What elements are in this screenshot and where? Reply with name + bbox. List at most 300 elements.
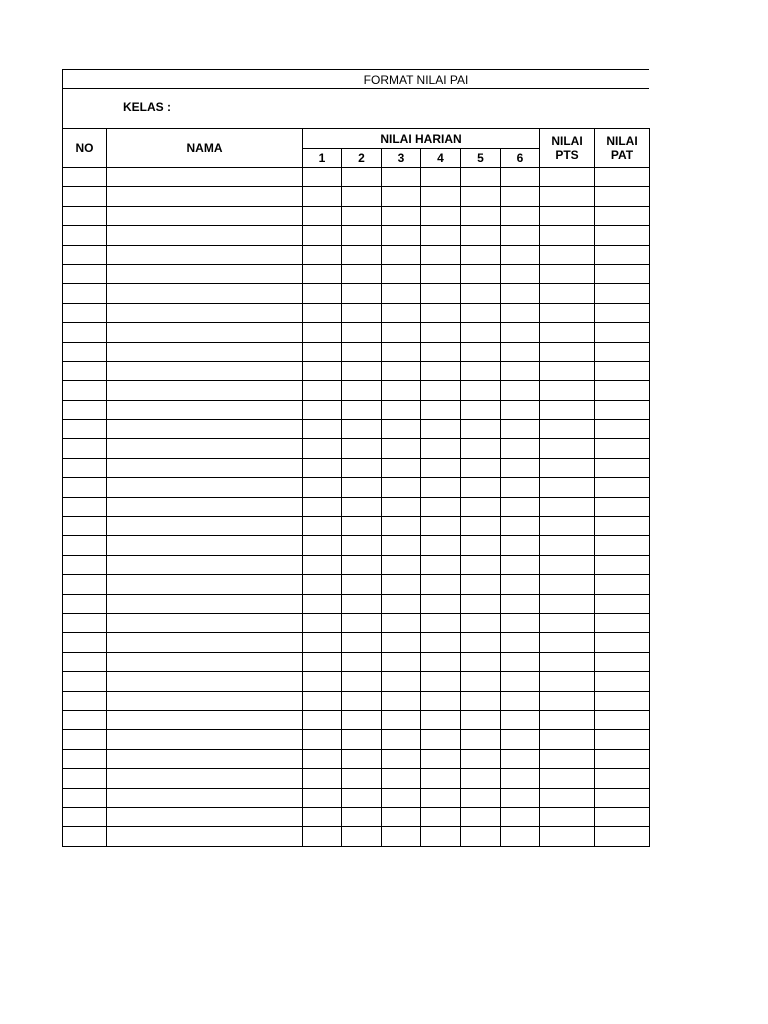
- nama-cell[interactable]: [107, 361, 303, 380]
- harian-3-cell[interactable]: [382, 245, 421, 264]
- nama-cell[interactable]: [107, 788, 303, 807]
- harian-6-cell[interactable]: [501, 517, 540, 536]
- harian-4-cell[interactable]: [421, 206, 461, 225]
- harian-6-cell[interactable]: [501, 420, 540, 439]
- no-cell[interactable]: [63, 536, 107, 555]
- harian-3-cell[interactable]: [382, 187, 421, 206]
- no-cell[interactable]: [63, 827, 107, 846]
- no-cell[interactable]: [63, 439, 107, 458]
- pts-cell[interactable]: [540, 187, 595, 206]
- harian-6-cell[interactable]: [501, 536, 540, 555]
- harian-1-cell[interactable]: [303, 342, 342, 361]
- harian-2-cell[interactable]: [342, 226, 382, 245]
- no-cell[interactable]: [63, 517, 107, 536]
- nama-cell[interactable]: [107, 478, 303, 497]
- nama-cell[interactable]: [107, 420, 303, 439]
- pat-cell[interactable]: [595, 187, 650, 206]
- harian-5-cell[interactable]: [461, 420, 501, 439]
- harian-5-cell[interactable]: [461, 497, 501, 516]
- harian-3-cell[interactable]: [382, 788, 421, 807]
- pts-cell[interactable]: [540, 342, 595, 361]
- harian-5-cell[interactable]: [461, 517, 501, 536]
- harian-6-cell[interactable]: [501, 168, 540, 187]
- harian-3-cell[interactable]: [382, 381, 421, 400]
- harian-2-cell[interactable]: [342, 458, 382, 477]
- pts-cell[interactable]: [540, 575, 595, 594]
- harian-3-cell[interactable]: [382, 710, 421, 729]
- pat-cell[interactable]: [595, 264, 650, 283]
- harian-4-cell[interactable]: [421, 555, 461, 574]
- harian-4-cell[interactable]: [421, 264, 461, 283]
- nama-cell[interactable]: [107, 323, 303, 342]
- harian-5-cell[interactable]: [461, 652, 501, 671]
- harian-1-cell[interactable]: [303, 710, 342, 729]
- no-cell[interactable]: [63, 226, 107, 245]
- harian-6-cell[interactable]: [501, 439, 540, 458]
- harian-2-cell[interactable]: [342, 323, 382, 342]
- pts-cell[interactable]: [540, 652, 595, 671]
- pts-cell[interactable]: [540, 633, 595, 652]
- harian-4-cell[interactable]: [421, 245, 461, 264]
- pts-cell[interactable]: [540, 594, 595, 613]
- harian-4-cell[interactable]: [421, 226, 461, 245]
- no-cell[interactable]: [63, 807, 107, 826]
- no-cell[interactable]: [63, 788, 107, 807]
- harian-2-cell[interactable]: [342, 536, 382, 555]
- nama-cell[interactable]: [107, 245, 303, 264]
- nama-cell[interactable]: [107, 652, 303, 671]
- harian-4-cell[interactable]: [421, 284, 461, 303]
- harian-2-cell[interactable]: [342, 439, 382, 458]
- harian-4-cell[interactable]: [421, 691, 461, 710]
- harian-6-cell[interactable]: [501, 458, 540, 477]
- harian-1-cell[interactable]: [303, 264, 342, 283]
- no-cell[interactable]: [63, 672, 107, 691]
- pts-cell[interactable]: [540, 710, 595, 729]
- harian-3-cell[interactable]: [382, 555, 421, 574]
- harian-4-cell[interactable]: [421, 633, 461, 652]
- harian-6-cell[interactable]: [501, 769, 540, 788]
- harian-3-cell[interactable]: [382, 749, 421, 768]
- harian-5-cell[interactable]: [461, 613, 501, 632]
- pts-cell[interactable]: [540, 497, 595, 516]
- harian-1-cell[interactable]: [303, 458, 342, 477]
- pat-cell[interactable]: [595, 284, 650, 303]
- harian-4-cell[interactable]: [421, 497, 461, 516]
- harian-6-cell[interactable]: [501, 245, 540, 264]
- no-cell[interactable]: [63, 749, 107, 768]
- harian-4-cell[interactable]: [421, 710, 461, 729]
- pts-cell[interactable]: [540, 788, 595, 807]
- no-cell[interactable]: [63, 400, 107, 419]
- harian-6-cell[interactable]: [501, 400, 540, 419]
- no-cell[interactable]: [63, 245, 107, 264]
- harian-2-cell[interactable]: [342, 303, 382, 322]
- pts-cell[interactable]: [540, 458, 595, 477]
- nama-cell[interactable]: [107, 633, 303, 652]
- harian-2-cell[interactable]: [342, 284, 382, 303]
- harian-6-cell[interactable]: [501, 807, 540, 826]
- nama-cell[interactable]: [107, 672, 303, 691]
- harian-1-cell[interactable]: [303, 827, 342, 846]
- harian-2-cell[interactable]: [342, 807, 382, 826]
- no-cell[interactable]: [63, 458, 107, 477]
- harian-6-cell[interactable]: [501, 594, 540, 613]
- harian-5-cell[interactable]: [461, 691, 501, 710]
- harian-3-cell[interactable]: [382, 827, 421, 846]
- harian-2-cell[interactable]: [342, 497, 382, 516]
- pat-cell[interactable]: [595, 613, 650, 632]
- harian-6-cell[interactable]: [501, 575, 540, 594]
- no-cell[interactable]: [63, 264, 107, 283]
- harian-2-cell[interactable]: [342, 769, 382, 788]
- no-cell[interactable]: [63, 594, 107, 613]
- pts-cell[interactable]: [540, 517, 595, 536]
- pat-cell[interactable]: [595, 478, 650, 497]
- harian-1-cell[interactable]: [303, 633, 342, 652]
- harian-3-cell[interactable]: [382, 264, 421, 283]
- pts-cell[interactable]: [540, 264, 595, 283]
- harian-4-cell[interactable]: [421, 769, 461, 788]
- harian-1-cell[interactable]: [303, 168, 342, 187]
- harian-2-cell[interactable]: [342, 264, 382, 283]
- harian-6-cell[interactable]: [501, 187, 540, 206]
- harian-1-cell[interactable]: [303, 497, 342, 516]
- pat-cell[interactable]: [595, 788, 650, 807]
- harian-3-cell[interactable]: [382, 652, 421, 671]
- pat-cell[interactable]: [595, 652, 650, 671]
- harian-4-cell[interactable]: [421, 439, 461, 458]
- harian-1-cell[interactable]: [303, 769, 342, 788]
- no-cell[interactable]: [63, 303, 107, 322]
- harian-1-cell[interactable]: [303, 555, 342, 574]
- nama-cell[interactable]: [107, 710, 303, 729]
- pat-cell[interactable]: [595, 342, 650, 361]
- pat-cell[interactable]: [595, 633, 650, 652]
- harian-1-cell[interactable]: [303, 420, 342, 439]
- harian-6-cell[interactable]: [501, 303, 540, 322]
- no-cell[interactable]: [63, 420, 107, 439]
- harian-5-cell[interactable]: [461, 458, 501, 477]
- no-cell[interactable]: [63, 730, 107, 749]
- harian-6-cell[interactable]: [501, 652, 540, 671]
- harian-5-cell[interactable]: [461, 439, 501, 458]
- harian-6-cell[interactable]: [501, 827, 540, 846]
- harian-5-cell[interactable]: [461, 303, 501, 322]
- harian-1-cell[interactable]: [303, 575, 342, 594]
- nama-cell[interactable]: [107, 613, 303, 632]
- harian-6-cell[interactable]: [501, 284, 540, 303]
- pts-cell[interactable]: [540, 613, 595, 632]
- harian-2-cell[interactable]: [342, 517, 382, 536]
- harian-2-cell[interactable]: [342, 168, 382, 187]
- harian-1-cell[interactable]: [303, 594, 342, 613]
- harian-4-cell[interactable]: [421, 536, 461, 555]
- pts-cell[interactable]: [540, 323, 595, 342]
- nama-cell[interactable]: [107, 536, 303, 555]
- harian-6-cell[interactable]: [501, 226, 540, 245]
- harian-1-cell[interactable]: [303, 691, 342, 710]
- pat-cell[interactable]: [595, 439, 650, 458]
- harian-3-cell[interactable]: [382, 439, 421, 458]
- pts-cell[interactable]: [540, 749, 595, 768]
- no-cell[interactable]: [63, 710, 107, 729]
- harian-3-cell[interactable]: [382, 633, 421, 652]
- pts-cell[interactable]: [540, 555, 595, 574]
- harian-4-cell[interactable]: [421, 827, 461, 846]
- nama-cell[interactable]: [107, 439, 303, 458]
- pts-cell[interactable]: [540, 439, 595, 458]
- harian-3-cell[interactable]: [382, 691, 421, 710]
- harian-6-cell[interactable]: [501, 342, 540, 361]
- harian-1-cell[interactable]: [303, 517, 342, 536]
- harian-3-cell[interactable]: [382, 769, 421, 788]
- nama-cell[interactable]: [107, 381, 303, 400]
- no-cell[interactable]: [63, 381, 107, 400]
- pts-cell[interactable]: [540, 769, 595, 788]
- harian-2-cell[interactable]: [342, 206, 382, 225]
- harian-3-cell[interactable]: [382, 536, 421, 555]
- harian-4-cell[interactable]: [421, 361, 461, 380]
- harian-2-cell[interactable]: [342, 672, 382, 691]
- harian-1-cell[interactable]: [303, 226, 342, 245]
- harian-5-cell[interactable]: [461, 187, 501, 206]
- pat-cell[interactable]: [595, 168, 650, 187]
- harian-4-cell[interactable]: [421, 168, 461, 187]
- pat-cell[interactable]: [595, 323, 650, 342]
- pat-cell[interactable]: [595, 381, 650, 400]
- harian-1-cell[interactable]: [303, 807, 342, 826]
- harian-5-cell[interactable]: [461, 807, 501, 826]
- harian-1-cell[interactable]: [303, 361, 342, 380]
- harian-6-cell[interactable]: [501, 613, 540, 632]
- harian-5-cell[interactable]: [461, 575, 501, 594]
- harian-4-cell[interactable]: [421, 187, 461, 206]
- nama-cell[interactable]: [107, 691, 303, 710]
- harian-2-cell[interactable]: [342, 420, 382, 439]
- harian-6-cell[interactable]: [501, 497, 540, 516]
- harian-4-cell[interactable]: [421, 730, 461, 749]
- harian-3-cell[interactable]: [382, 284, 421, 303]
- harian-6-cell[interactable]: [501, 555, 540, 574]
- harian-2-cell[interactable]: [342, 749, 382, 768]
- pts-cell[interactable]: [540, 420, 595, 439]
- harian-2-cell[interactable]: [342, 342, 382, 361]
- harian-5-cell[interactable]: [461, 749, 501, 768]
- harian-2-cell[interactable]: [342, 613, 382, 632]
- harian-2-cell[interactable]: [342, 245, 382, 264]
- harian-1-cell[interactable]: [303, 613, 342, 632]
- nama-cell[interactable]: [107, 400, 303, 419]
- harian-6-cell[interactable]: [501, 206, 540, 225]
- harian-5-cell[interactable]: [461, 342, 501, 361]
- harian-5-cell[interactable]: [461, 226, 501, 245]
- pts-cell[interactable]: [540, 672, 595, 691]
- pat-cell[interactable]: [595, 555, 650, 574]
- harian-1-cell[interactable]: [303, 323, 342, 342]
- pts-cell[interactable]: [540, 245, 595, 264]
- harian-2-cell[interactable]: [342, 827, 382, 846]
- nama-cell[interactable]: [107, 187, 303, 206]
- harian-2-cell[interactable]: [342, 633, 382, 652]
- harian-5-cell[interactable]: [461, 594, 501, 613]
- nama-cell[interactable]: [107, 517, 303, 536]
- pat-cell[interactable]: [595, 497, 650, 516]
- no-cell[interactable]: [63, 168, 107, 187]
- pat-cell[interactable]: [595, 575, 650, 594]
- harian-6-cell[interactable]: [501, 381, 540, 400]
- no-cell[interactable]: [63, 691, 107, 710]
- harian-1-cell[interactable]: [303, 381, 342, 400]
- pts-cell[interactable]: [540, 730, 595, 749]
- harian-5-cell[interactable]: [461, 381, 501, 400]
- harian-3-cell[interactable]: [382, 400, 421, 419]
- pts-cell[interactable]: [540, 226, 595, 245]
- no-cell[interactable]: [63, 497, 107, 516]
- no-cell[interactable]: [63, 342, 107, 361]
- harian-2-cell[interactable]: [342, 594, 382, 613]
- pat-cell[interactable]: [595, 807, 650, 826]
- harian-1-cell[interactable]: [303, 672, 342, 691]
- harian-2-cell[interactable]: [342, 730, 382, 749]
- harian-3-cell[interactable]: [382, 420, 421, 439]
- harian-4-cell[interactable]: [421, 788, 461, 807]
- harian-5-cell[interactable]: [461, 284, 501, 303]
- harian-3-cell[interactable]: [382, 361, 421, 380]
- pts-cell[interactable]: [540, 691, 595, 710]
- harian-3-cell[interactable]: [382, 303, 421, 322]
- harian-4-cell[interactable]: [421, 342, 461, 361]
- no-cell[interactable]: [63, 206, 107, 225]
- harian-4-cell[interactable]: [421, 478, 461, 497]
- harian-4-cell[interactable]: [421, 381, 461, 400]
- nama-cell[interactable]: [107, 226, 303, 245]
- no-cell[interactable]: [63, 769, 107, 788]
- harian-4-cell[interactable]: [421, 517, 461, 536]
- harian-4-cell[interactable]: [421, 594, 461, 613]
- harian-6-cell[interactable]: [501, 361, 540, 380]
- nama-cell[interactable]: [107, 749, 303, 768]
- harian-1-cell[interactable]: [303, 439, 342, 458]
- harian-4-cell[interactable]: [421, 652, 461, 671]
- harian-2-cell[interactable]: [342, 710, 382, 729]
- harian-6-cell[interactable]: [501, 691, 540, 710]
- harian-4-cell[interactable]: [421, 323, 461, 342]
- pat-cell[interactable]: [595, 226, 650, 245]
- pat-cell[interactable]: [595, 672, 650, 691]
- pts-cell[interactable]: [540, 827, 595, 846]
- harian-5-cell[interactable]: [461, 555, 501, 574]
- nama-cell[interactable]: [107, 594, 303, 613]
- no-cell[interactable]: [63, 555, 107, 574]
- harian-1-cell[interactable]: [303, 652, 342, 671]
- harian-4-cell[interactable]: [421, 303, 461, 322]
- harian-2-cell[interactable]: [342, 478, 382, 497]
- pts-cell[interactable]: [540, 168, 595, 187]
- harian-6-cell[interactable]: [501, 478, 540, 497]
- harian-6-cell[interactable]: [501, 323, 540, 342]
- harian-1-cell[interactable]: [303, 788, 342, 807]
- harian-5-cell[interactable]: [461, 478, 501, 497]
- harian-1-cell[interactable]: [303, 303, 342, 322]
- nama-cell[interactable]: [107, 555, 303, 574]
- pat-cell[interactable]: [595, 730, 650, 749]
- harian-1-cell[interactable]: [303, 245, 342, 264]
- no-cell[interactable]: [63, 361, 107, 380]
- nama-cell[interactable]: [107, 206, 303, 225]
- harian-6-cell[interactable]: [501, 730, 540, 749]
- pts-cell[interactable]: [540, 381, 595, 400]
- harian-2-cell[interactable]: [342, 400, 382, 419]
- nama-cell[interactable]: [107, 264, 303, 283]
- harian-1-cell[interactable]: [303, 187, 342, 206]
- pts-cell[interactable]: [540, 478, 595, 497]
- harian-5-cell[interactable]: [461, 788, 501, 807]
- pat-cell[interactable]: [595, 206, 650, 225]
- harian-2-cell[interactable]: [342, 187, 382, 206]
- harian-3-cell[interactable]: [382, 323, 421, 342]
- harian-5-cell[interactable]: [461, 323, 501, 342]
- pat-cell[interactable]: [595, 517, 650, 536]
- harian-5-cell[interactable]: [461, 361, 501, 380]
- harian-3-cell[interactable]: [382, 497, 421, 516]
- harian-1-cell[interactable]: [303, 400, 342, 419]
- pts-cell[interactable]: [540, 807, 595, 826]
- harian-1-cell[interactable]: [303, 284, 342, 303]
- pat-cell[interactable]: [595, 691, 650, 710]
- pat-cell[interactable]: [595, 361, 650, 380]
- nama-cell[interactable]: [107, 575, 303, 594]
- harian-3-cell[interactable]: [382, 458, 421, 477]
- pat-cell[interactable]: [595, 400, 650, 419]
- harian-3-cell[interactable]: [382, 575, 421, 594]
- harian-4-cell[interactable]: [421, 807, 461, 826]
- harian-6-cell[interactable]: [501, 672, 540, 691]
- harian-3-cell[interactable]: [382, 342, 421, 361]
- harian-5-cell[interactable]: [461, 633, 501, 652]
- nama-cell[interactable]: [107, 284, 303, 303]
- harian-1-cell[interactable]: [303, 749, 342, 768]
- nama-cell[interactable]: [107, 342, 303, 361]
- pts-cell[interactable]: [540, 536, 595, 555]
- harian-3-cell[interactable]: [382, 672, 421, 691]
- nama-cell[interactable]: [107, 497, 303, 516]
- nama-cell[interactable]: [107, 303, 303, 322]
- no-cell[interactable]: [63, 613, 107, 632]
- harian-3-cell[interactable]: [382, 168, 421, 187]
- harian-3-cell[interactable]: [382, 206, 421, 225]
- harian-3-cell[interactable]: [382, 226, 421, 245]
- harian-3-cell[interactable]: [382, 730, 421, 749]
- no-cell[interactable]: [63, 284, 107, 303]
- nama-cell[interactable]: [107, 807, 303, 826]
- no-cell[interactable]: [63, 633, 107, 652]
- harian-5-cell[interactable]: [461, 730, 501, 749]
- harian-3-cell[interactable]: [382, 594, 421, 613]
- harian-2-cell[interactable]: [342, 788, 382, 807]
- harian-4-cell[interactable]: [421, 458, 461, 477]
- harian-3-cell[interactable]: [382, 807, 421, 826]
- harian-4-cell[interactable]: [421, 420, 461, 439]
- harian-5-cell[interactable]: [461, 400, 501, 419]
- pat-cell[interactable]: [595, 303, 650, 322]
- harian-2-cell[interactable]: [342, 575, 382, 594]
- harian-6-cell[interactable]: [501, 788, 540, 807]
- pat-cell[interactable]: [595, 245, 650, 264]
- pat-cell[interactable]: [595, 827, 650, 846]
- nama-cell[interactable]: [107, 827, 303, 846]
- harian-2-cell[interactable]: [342, 691, 382, 710]
